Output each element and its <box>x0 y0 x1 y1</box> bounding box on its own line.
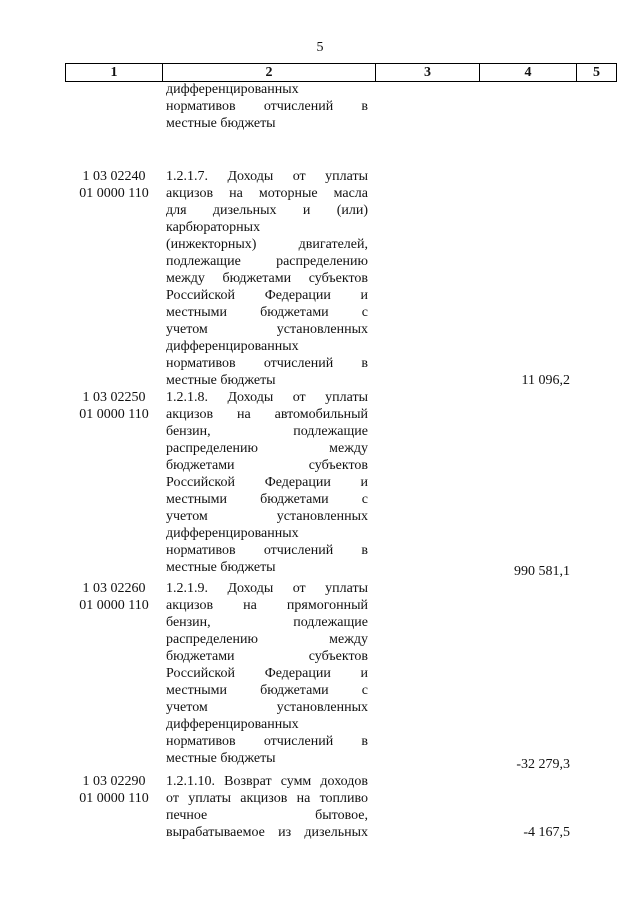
code-line: 1 03 02260 <box>82 581 146 596</box>
desc-line: распределению между <box>166 632 368 647</box>
desc-line: от уплаты акцизов на топливо <box>166 791 368 806</box>
row-3-description <box>166 580 368 767</box>
desc-line: дифференцированных <box>166 339 299 354</box>
desc-line: 1.2.1.9. Доходы от уплаты <box>166 581 368 596</box>
desc-line: местными бюджетами с <box>166 305 368 320</box>
desc-line: дифференцированных <box>166 82 299 97</box>
header-col-1: 1 <box>66 64 163 81</box>
desc-line: между бюджетами субъектов <box>166 271 368 286</box>
table-header <box>65 63 617 82</box>
desc-line: нормативов отчислений в <box>166 734 368 749</box>
code-line: 01 0000 110 <box>79 407 149 422</box>
row-1-amount: 11 096,2 <box>521 373 570 388</box>
header-col-5: 5 <box>593 65 600 80</box>
desc-line: 1.2.1.10. Возврат сумм доходов <box>166 774 368 789</box>
desc-line: местные бюджеты <box>166 751 276 766</box>
desc-line: (инжекторных) двигателей, <box>166 237 368 252</box>
desc-line: распределению между <box>166 441 368 456</box>
desc-line: подлежащие распределению <box>166 254 368 269</box>
header-col-2: 2 <box>163 64 376 81</box>
desc-line: учетом установленных <box>166 700 368 715</box>
code-line: 1 03 02250 <box>82 390 146 405</box>
row-4-description <box>166 773 368 841</box>
desc-line: дифференцированных <box>166 717 299 732</box>
row-3-code <box>67 580 161 614</box>
code-line: 01 0000 110 <box>79 186 149 201</box>
desc-line: местными бюджетами с <box>166 683 368 698</box>
desc-line: печное бытовое, <box>166 808 368 823</box>
row-1-description <box>166 168 368 389</box>
desc-line: нормативов отчислений в <box>166 99 368 114</box>
desc-line: учетом установленных <box>166 322 368 337</box>
row-2-code <box>67 389 161 423</box>
desc-line: нормативов отчислений в <box>166 543 368 558</box>
row-2-amount: 990 581,1 <box>514 564 570 579</box>
desc-line: акцизов на автомобильный <box>166 407 368 422</box>
desc-line: акцизов на моторные масла <box>166 186 368 201</box>
header-col-3: 3 <box>376 64 480 81</box>
desc-line: карбюраторных <box>166 220 261 235</box>
desc-line: нормативов отчислений в <box>166 356 368 371</box>
desc-line: 1.2.1.7. Доходы от уплаты <box>166 169 368 184</box>
desc-line: учетом установленных <box>166 509 368 524</box>
row-4-amount: -4 167,5 <box>523 825 570 840</box>
desc-line: бюджетами субъектов <box>166 649 368 664</box>
row-4-code <box>67 773 161 807</box>
code-line: 1 03 02290 <box>82 774 146 789</box>
desc-line: вырабатываемое из дизельных <box>166 825 368 840</box>
page-number: 5 <box>316 40 324 55</box>
desc-line: местные бюджеты <box>166 560 276 575</box>
desc-line: Российской Федерации и <box>166 288 368 303</box>
desc-line: акцизов на прямогонный <box>166 598 368 613</box>
desc-line: Российской Федерации и <box>166 666 368 681</box>
continuation-description <box>166 81 368 132</box>
desc-line: местные бюджеты <box>166 116 276 131</box>
desc-line: для дизельных и (или) <box>166 203 368 218</box>
desc-line: Российской Федерации и <box>166 475 368 490</box>
desc-line: местными бюджетами с <box>166 492 368 507</box>
desc-line: дифференцированных <box>166 526 299 541</box>
row-3-amount: -32 279,3 <box>516 757 570 772</box>
desc-line: бюджетами субъектов <box>166 458 368 473</box>
row-1-code <box>67 168 161 202</box>
desc-line: местные бюджеты <box>166 373 276 388</box>
desc-line: бензин, подлежащие <box>166 424 368 439</box>
code-line: 01 0000 110 <box>79 598 149 613</box>
header-col-4: 4 <box>480 64 577 81</box>
row-2-description <box>166 389 368 576</box>
desc-line: 1.2.1.8. Доходы от уплаты <box>166 390 368 405</box>
desc-line: бензин, подлежащие <box>166 615 368 630</box>
code-line: 1 03 02240 <box>82 169 146 184</box>
code-line: 01 0000 110 <box>79 791 149 806</box>
